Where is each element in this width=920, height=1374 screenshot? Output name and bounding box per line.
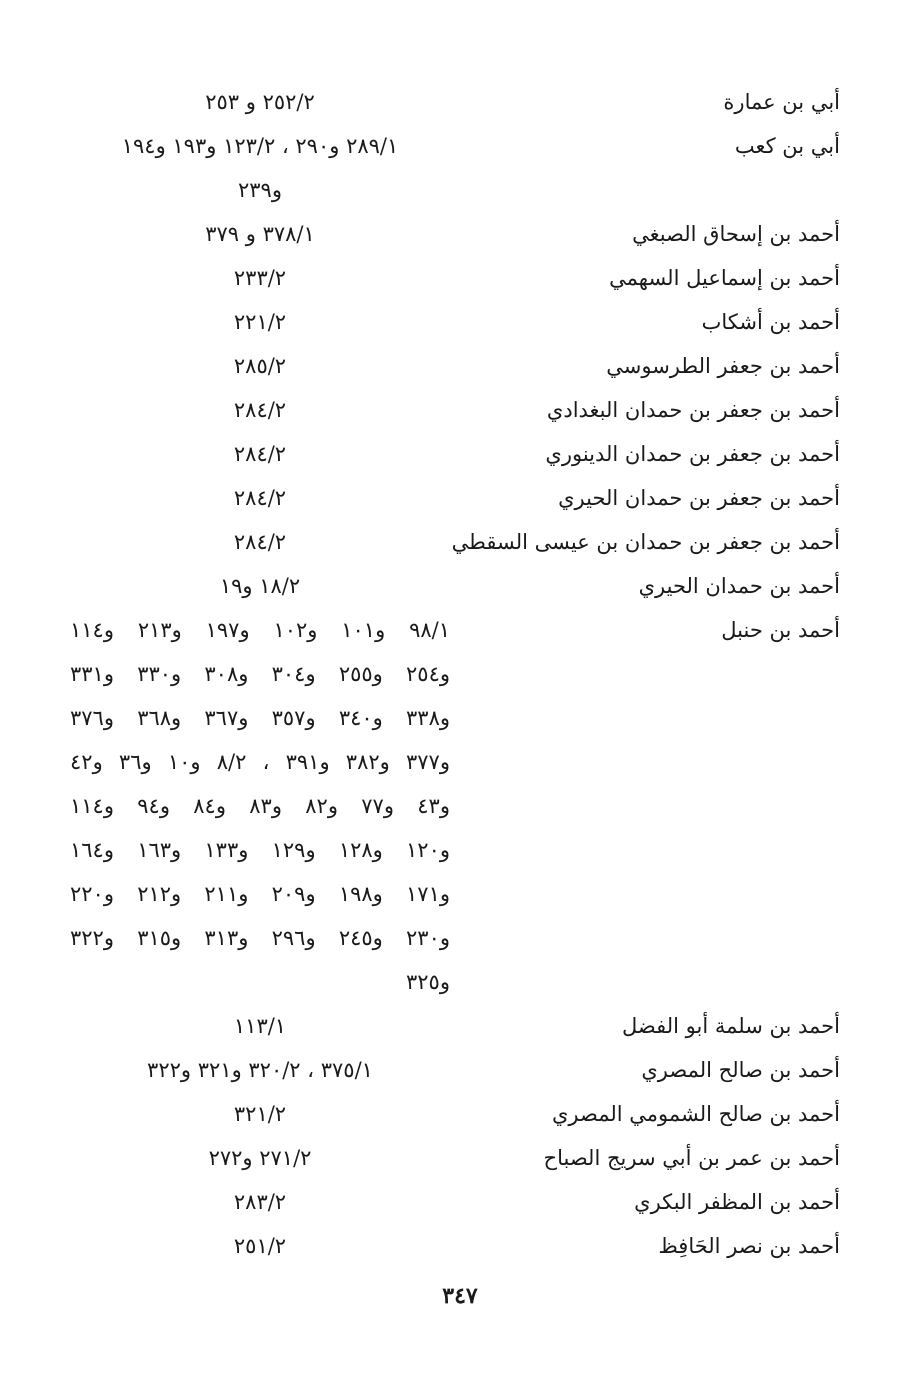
index-entry — [70, 1048, 840, 1092]
index-entry — [70, 1092, 840, 1136]
entry-name: أحمد بن جعفر بن حمدان البغدادي — [546, 398, 840, 422]
index-entry — [70, 476, 840, 520]
entry-name: أحمد بن جعفر بن حمدان بن عيسى السقطي — [451, 530, 840, 554]
entry-name: أحمد بن إسحاق الصبغي — [632, 222, 840, 246]
reference-line: ٢٥٢/٢ و ٢٥٣ — [205, 90, 315, 114]
entry-references — [70, 388, 450, 432]
reference-line: ٢٨٥/٢ — [233, 354, 287, 378]
entry-name: أحمد بن جعفر بن حمدان الحيري — [558, 486, 840, 510]
entry-name: أبي بن كعب — [734, 134, 840, 158]
entry-references — [70, 1180, 450, 1224]
entry-name: أحمد بن نصر الحَافِظ — [658, 1234, 840, 1258]
index-entry — [70, 564, 840, 608]
page-number: ٣٤٧ — [442, 1283, 478, 1309]
index-entry — [70, 80, 840, 124]
entry-references — [70, 608, 450, 1004]
index-entries — [70, 80, 840, 1268]
entry-references — [70, 124, 450, 212]
index-entry — [70, 300, 840, 344]
index-entry — [70, 212, 840, 256]
reference-line: ٢٥١/٢ — [233, 1234, 287, 1258]
reference-line: ٩٨/١ و١٠١ و١٠٢ و١٩٧ و٢١٣ و١١٤ — [70, 618, 450, 642]
entry-references — [70, 212, 450, 256]
reference-line: ٢٨٤/٢ — [233, 530, 287, 554]
entry-name: أحمد بن جعفر بن حمدان الدينوري — [545, 442, 840, 466]
reference-line: ٣٢١/٢ — [233, 1102, 287, 1126]
entry-references — [70, 1092, 450, 1136]
reference-line: و٢٥٤ و٢٥٥ و٣٠٤ و٣٠٨ و٣٣٠ و٣٣١ — [70, 662, 451, 686]
index-entry — [70, 388, 840, 432]
reference-line: و٣٢٥ — [406, 970, 450, 994]
entry-references — [70, 300, 450, 344]
entry-name: أحمد بن عمر بن أبي سريج الصباح — [543, 1146, 840, 1170]
reference-line: ٢٨٣/٢ — [233, 1190, 287, 1214]
index-entry — [70, 124, 840, 212]
index-entry — [70, 1004, 840, 1048]
entry-references — [70, 476, 450, 520]
index-entry — [70, 1136, 840, 1180]
entry-name: أحمد بن سلمة أبو الفضل — [622, 1014, 840, 1038]
entry-references — [70, 432, 450, 476]
reference-line: ٢٣٣/٢ — [233, 266, 287, 290]
entry-name: أحمد بن المظفر البكري — [634, 1190, 840, 1214]
entry-references — [70, 344, 450, 388]
index-entry — [70, 344, 840, 388]
entry-references — [70, 1136, 450, 1180]
index-entry — [70, 432, 840, 476]
entry-references — [70, 564, 450, 608]
reference-line: ٢٧١/٢ و٢٧٢ — [208, 1146, 312, 1170]
reference-line: و٤٣ و٧٧ و٨٢ و٨٣ و٨٤ و٩٤ و١١٤ — [70, 794, 450, 818]
reference-line: و٣٧٧ و٣٨٢ و٣٩١ ، ٨/٢ و١٠ و٣٦ و٤٢ — [70, 750, 450, 774]
reference-line: ٢٨٩/١ و٢٩٠ ، ١٢٣/٢ و١٩٣ و١٩٤ — [121, 134, 399, 158]
entry-references — [70, 1224, 450, 1268]
entry-references — [70, 1004, 450, 1048]
reference-line: ٢٨٤/٢ — [233, 442, 287, 466]
index-entry — [70, 256, 840, 300]
reference-line: ٢٨٤/٢ — [233, 398, 287, 422]
entry-name: أحمد بن حنبل — [721, 618, 840, 642]
reference-line: ٢٨٤/٢ — [233, 486, 287, 510]
entry-name: أحمد بن إسماعيل السهمي — [609, 266, 840, 290]
index-entry — [70, 520, 840, 564]
entry-name: أحمد بن صالح الشمومي المصري — [551, 1102, 840, 1126]
reference-line: ١١٣/١ — [233, 1014, 287, 1038]
reference-line: و١٧١ و١٩٨ و٢٠٩ و٢١١ و٢١٢ و٢٢٠ — [70, 882, 451, 906]
reference-line: و٢٣٩ — [238, 178, 282, 202]
reference-line: ٣٧٥/١ ، ٣٢٠/٢ و٣٢١ و٣٢٢ — [147, 1058, 373, 1082]
entry-name: أحمد بن حمدان الحيري — [638, 574, 840, 598]
index-entry — [70, 1180, 840, 1224]
index-entry — [70, 608, 840, 1004]
entry-name: أبي بن عمارة — [723, 90, 840, 114]
entry-references — [70, 1048, 450, 1092]
entry-references — [70, 80, 450, 124]
entry-references — [70, 520, 450, 564]
entry-name: أحمد بن صالح المصري — [641, 1058, 840, 1082]
entry-name: أحمد بن أشكاب — [701, 310, 840, 334]
reference-line: و٢٣٠ و٢٤٥ و٢٩٦ و٣١٣ و٣١٥ و٣٢٢ — [70, 926, 451, 950]
reference-line: ٢٢١/٢ — [233, 310, 287, 334]
index-entry — [70, 1224, 840, 1268]
reference-line: ١٨/٢ و١٩ — [219, 574, 301, 598]
reference-line: و٣٣٨ و٣٤٠ و٣٥٧ و٣٦٧ و٣٦٨ و٣٧٦ — [70, 706, 451, 730]
entry-references — [70, 256, 450, 300]
reference-line: و١٢٠ و١٢٨ و١٢٩ و١٣٣ و١٦٣ و١٦٤ — [70, 838, 451, 862]
entry-name: أحمد بن جعفر الطرسوسي — [606, 354, 840, 378]
reference-line: ٣٧٨/١ و ٣٧٩ — [205, 222, 315, 246]
